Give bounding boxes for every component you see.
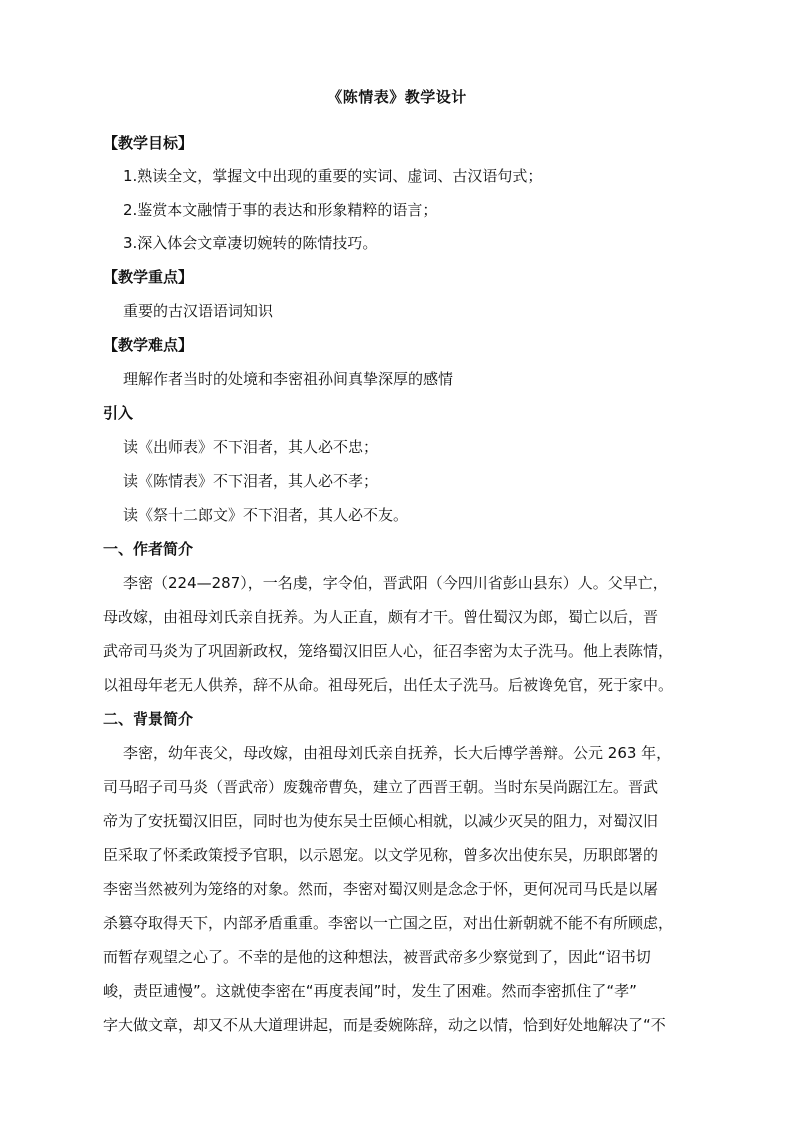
intro-line-2: 读《陈情表》不下泪者，其人必不孝； [123, 472, 379, 490]
background-paragraph-line: 字大做文章，却又不从大道理讲起，而是委婉陈辞，动之以情，恰到好处地解决了“不 [103, 1016, 666, 1034]
background-paragraph-line: 帝为了安抚蜀汉旧臣，同时也为使东吴士臣倾心相就，以减少灭吴的阻力，对蜀汉旧 [103, 812, 659, 830]
document-title: 《陈情表》教学设计 [327, 88, 467, 106]
background-paragraph-line: 杀篡夺取得天下，内部矛盾重重。李密以一亡国之臣，对出仕新朝就不能不有所顾虑， [103, 914, 674, 932]
author-paragraph-line: 李密（224—287），一名虔，字令伯，晋武阳（今四川省彭山县东）人。父早亡， [123, 574, 668, 592]
objectives-heading: 【教学目标】 [103, 134, 194, 152]
author-heading: 一、作者简介 [103, 540, 194, 558]
background-paragraph-line: 李密当然被列为笼络的对象。然而，李密对蜀汉则是念念于怀，更何况司马氏是以屠 [103, 880, 659, 898]
intro-line-1: 读《出师表》不下泪者，其人必不忠； [123, 438, 379, 456]
background-paragraph-line: 臣采取了怀柔政策授予官职，以示恩宠。以文学见称，曾多次出使东吴，历职郎署的 [103, 846, 659, 864]
background-heading: 二、背景简介 [103, 710, 194, 728]
difficulties-heading: 【教学难点】 [103, 336, 194, 354]
background-paragraph-line: 李密，幼年丧父，母改嫁，由祖母刘氏亲自抚养，长大后博学善辩。公元 263 年， [123, 744, 672, 762]
author-paragraph-line: 以祖母年老无人供养，辞不从命。祖母死后，出任太子洗马。后被谗免官，死于家中。 [103, 676, 674, 694]
objective-item-2: 2.鉴赏本文融情于事的表达和形象精粹的语言； [123, 201, 438, 219]
author-paragraph-line: 母改嫁，由祖母刘氏亲自抚养。为人正直，颇有才干。曾仕蜀汉为郎，蜀亡以后，晋 [103, 608, 659, 626]
background-paragraph-line: 峻，责臣逋慢”。这就使李密在“再度表闻”时，发生了困难。然而李密抓住了“孝” [103, 982, 637, 1000]
intro-heading: 引入 [103, 404, 134, 422]
key-points-heading: 【教学重点】 [103, 268, 194, 286]
difficulties-text: 理解作者当时的处境和李密祖孙间真挚深厚的感情 [123, 370, 454, 388]
objective-item-1: 1.熟读全文，掌握文中出现的重要的实词、虚词、古汉语句式； [123, 167, 543, 185]
intro-line-3: 读《祭十二郎文》不下泪者，其人必不友。 [123, 506, 409, 524]
objective-item-3: 3.深入体会文章凄切婉转的陈情技巧。 [123, 234, 378, 252]
background-paragraph-line: 而暂存观望之心了。不幸的是他的这种想法，被晋武帝多少察觉到了，因此“诏书切 [103, 948, 651, 966]
background-paragraph-line: 司马昭子司马炎（晋武帝）废魏帝曹奂，建立了西晋王朝。当时东吴尚踞江左。晋武 [103, 778, 659, 796]
key-points-text: 重要的古汉语语词知识 [123, 302, 274, 320]
author-paragraph-line: 武帝司马炎为了巩固新政权，笼络蜀汉旧臣人心，征召李密为太子洗马。他上表陈情， [103, 642, 674, 660]
